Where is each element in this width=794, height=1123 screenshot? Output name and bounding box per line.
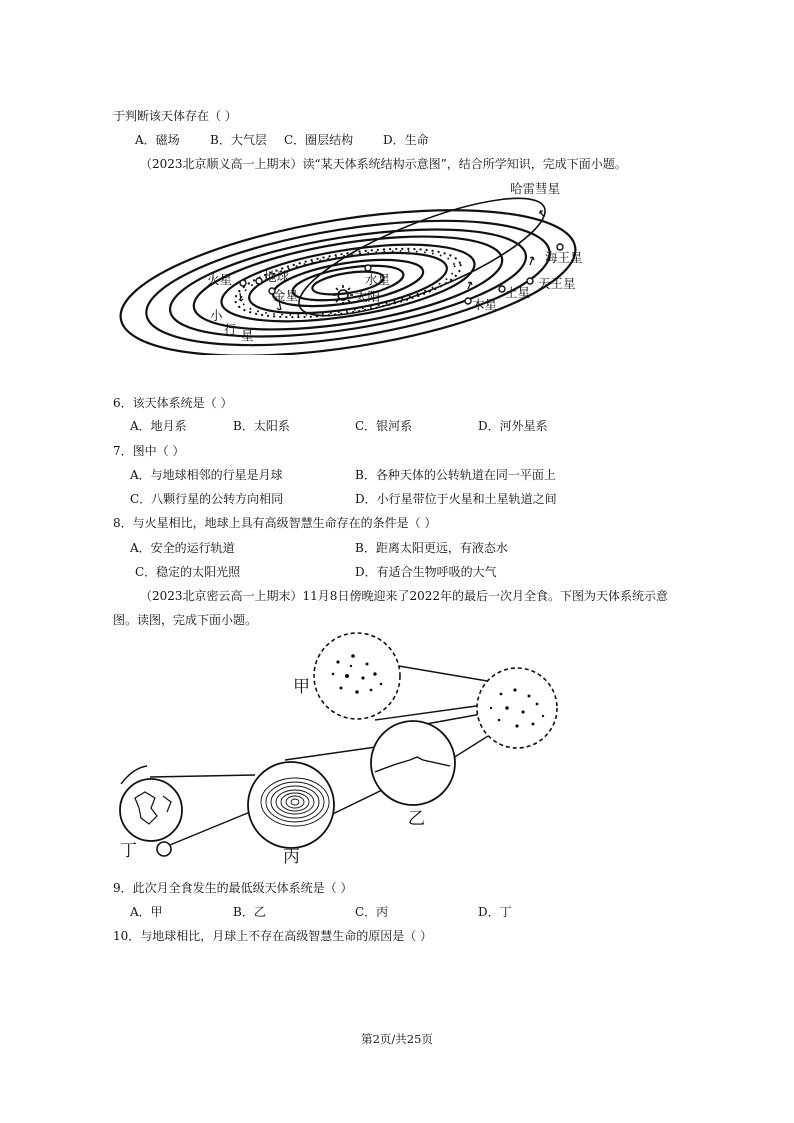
label-asteroid-3: 星 (241, 328, 254, 343)
mercury-marker (365, 265, 371, 271)
q6-option-b: B．太阳系 (233, 419, 290, 433)
label-mars: 火星 (207, 272, 233, 287)
arrow-icon (540, 211, 544, 217)
label-ding: 丁 (120, 841, 137, 861)
arrow-icon (239, 293, 243, 301)
label-uranus: 天王星 (538, 276, 576, 291)
label-earth: 地球 (264, 269, 290, 284)
label-jupiter: 木星 (472, 297, 498, 312)
q7-option-b: B．各种天体的公转轨道在同一平面上 (355, 468, 556, 482)
mars-marker (240, 280, 246, 286)
q6-option-a: A．地月系 (130, 419, 187, 433)
label-mercury: 水星 (365, 272, 391, 287)
q8-option-c: C．稳定的太阳光照 (135, 565, 241, 579)
q10-stem: 10．与地球相比，月球上不存在高级智慧生命的原因是（ ） (113, 929, 433, 943)
q7-stem: 7．图中（ ） (113, 444, 185, 458)
q6-option-d: D．河外星系 (478, 419, 548, 433)
label-sun: 太阳 (355, 289, 381, 304)
q8-option-a: A．安全的运行轨道 (130, 541, 235, 555)
q8-option-b: B．距离太阳更远，有液态水 (355, 541, 508, 555)
sun-icon (333, 285, 353, 305)
intro-miyun-line1: （2023北京密云高一上期末）11月8日傍晚迎来了2022年的最后一次月全食。下图为天体系统示意 (140, 589, 668, 603)
q9-stem: 9．此次月全食发生的最低级天体系统是（ ） (113, 881, 353, 895)
label-halley-comet: 哈雷彗星 (510, 181, 561, 196)
earth-marker (256, 278, 262, 284)
q9-option-a: A．甲 (130, 905, 163, 919)
universe-circle (477, 668, 557, 748)
label-neptune: 海王星 (545, 250, 583, 265)
q5-option-c: C．圈层结构 (284, 133, 354, 147)
uranus-marker (527, 278, 533, 284)
q9-option-c: C．丙 (355, 905, 389, 919)
intro-shunyi: （2023北京顺义高一上期末）读“某天体系统结构示意图”，结合所学知识，完成下面小题。 (140, 157, 627, 171)
label-jia: 甲 (293, 677, 310, 697)
q6-option-c: C．银河系 (355, 419, 413, 433)
label-venus: 金星 (273, 288, 299, 303)
galaxy-circle-yi (371, 721, 455, 805)
arrow-icon (530, 257, 534, 265)
q8-stem: 8．与火星相比，地球上具有高级智慧生命存在的条件是（ ） (113, 516, 437, 530)
celestial-hierarchy-figure (105, 632, 585, 872)
q5-option-d: D．生命 (383, 133, 429, 147)
intro-miyun-line2: 图。读图，完成下面小题。 (113, 613, 258, 627)
solar-system-figure (112, 175, 592, 355)
q5-stem: 于判断该天体存在（ ） (113, 109, 237, 123)
earth-circle (120, 779, 182, 841)
galaxy-circle-jia (314, 633, 400, 719)
label-bing: 丙 (283, 847, 300, 867)
q5-option-a: A．磁场 (135, 133, 180, 147)
q9-option-d: D．丁 (478, 905, 512, 919)
q9-option-b: B．乙 (233, 905, 266, 919)
q5-option-b: B．大气层 (210, 133, 267, 147)
label-saturn: 土星 (505, 285, 531, 300)
q7-option-c: C．八颗行星的公转方向相同 (130, 492, 284, 506)
q7-option-d: D．小行星带位于火星和土星轨道之间 (355, 492, 557, 506)
moon-circle (157, 842, 171, 856)
label-asteroid-1: 小 (210, 308, 223, 323)
label-yi: 乙 (408, 809, 425, 829)
q8-option-d: D．有适合生物呼吸的大气 (355, 565, 497, 579)
page-footer: 第2页/共25页 (361, 1032, 433, 1046)
jupiter-marker (465, 298, 471, 304)
q6-stem: 6．该天体系统是（ ） (113, 396, 233, 410)
q7-option-a: A．与地球相邻的行星是月球 (130, 468, 283, 482)
label-asteroid-2: 行 (224, 322, 237, 337)
